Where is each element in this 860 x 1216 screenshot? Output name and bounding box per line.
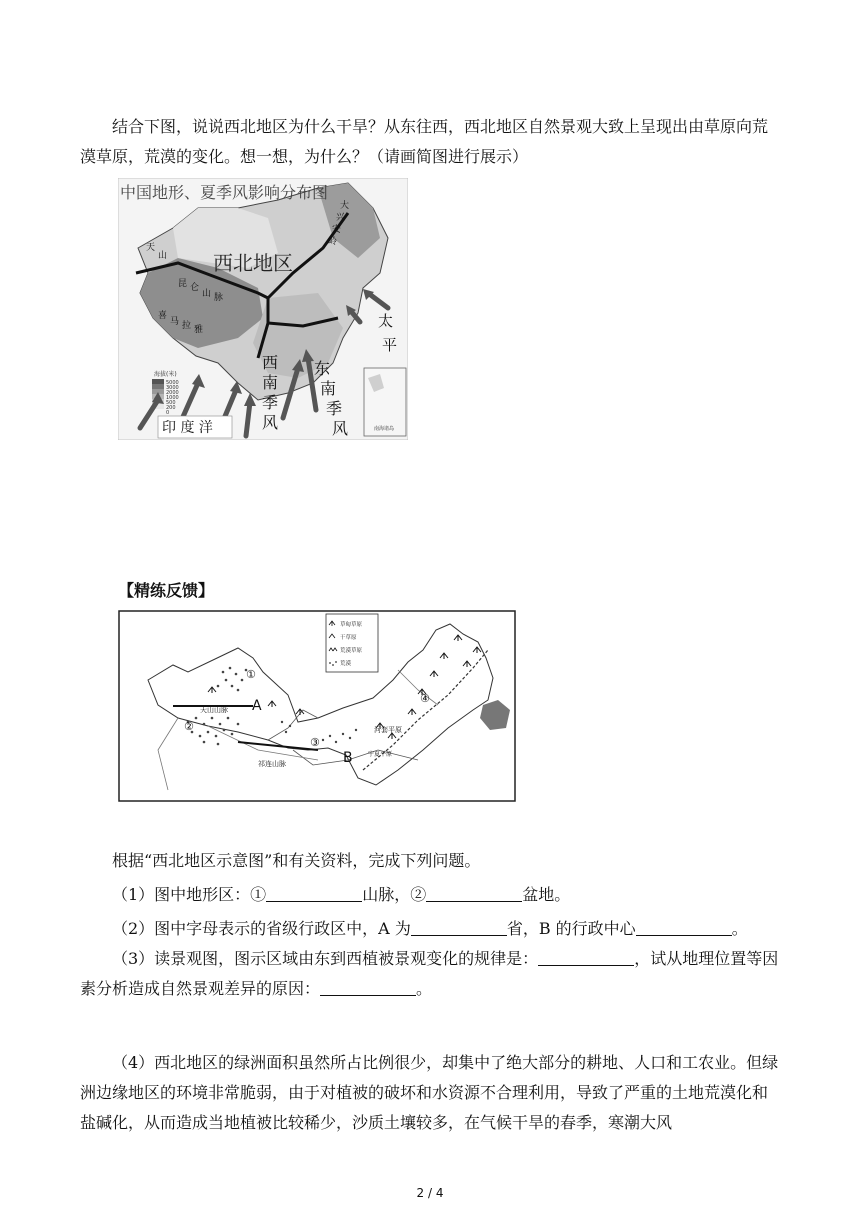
se-monsoon-label: 季	[326, 399, 343, 418]
map1-mountain-label: 雅	[194, 325, 204, 335]
circle-3-label: ③	[310, 736, 320, 749]
legend-value: 200	[166, 405, 176, 411]
sw-monsoon-label: 季	[262, 393, 279, 412]
map1-mountain-label: 仑	[190, 283, 200, 293]
circle-2-label: ②	[184, 720, 194, 733]
circle-1-label: ①	[246, 668, 256, 681]
legend-item: 草甸草原	[340, 622, 363, 628]
legend-item: 干草原	[340, 635, 357, 641]
q2-text-c: 。	[731, 919, 748, 938]
legend-value: 1000	[166, 395, 179, 401]
intro-paragraph: 结合下图，说说西北地区为什么干旱？从东往西，西北地区自然景观大致上呈现出由草原向荒漠草原，荒漠的变化。想一想，为什么？（请画简图进行展示）	[80, 117, 769, 166]
sw-monsoon-label: 南	[262, 373, 279, 392]
map1-mountain-label: 喜	[158, 311, 168, 321]
section-heading: 【精练反馈】	[118, 581, 215, 600]
map1-title: 中国地形、夏季风影响分布图	[120, 183, 329, 202]
q2-text-b: 省，B 的行政中心	[506, 919, 636, 938]
map1-mountain-label: 安	[332, 225, 342, 235]
northwest-vegetation-map	[118, 610, 516, 802]
question-2	[80, 914, 780, 944]
map1-mountain-label: 大	[340, 201, 350, 211]
question-1	[80, 880, 780, 910]
map1-mountain-label: 兴	[336, 213, 346, 223]
question-4: （4）西北地区的绿洲面积虽然所占比例很少，却集中了绝大部分的耕地、人口和工农业。但绿洲边缘地区的环境非常脆弱，由于对植被的破坏和水资源不合理利用，导致了严重的土地荒漠化和盐碱化，从而造成当地植被比较稀少，沙质土壤较多，在气候干旱的春季，寒潮大风	[80, 1053, 779, 1132]
se-monsoon-label: 东	[314, 359, 331, 378]
q1-text-b: 山脉，②	[362, 885, 427, 904]
legend-value: 0	[166, 410, 170, 416]
page-number: 2 / 4	[416, 1186, 444, 1200]
china-monsoon-map	[118, 178, 408, 440]
legend-title: 海拔(米)	[154, 371, 177, 378]
legend-value: 3000	[166, 385, 179, 391]
q3-text-b: ，试从地理位置等因素分析造成自然景观差异的原因：	[80, 949, 779, 998]
q2-blank-2[interactable]	[636, 917, 732, 936]
circle-4-label: ④	[420, 692, 430, 705]
q2-text-a: （2）图中字母表示的省级行政区中，A 为	[112, 919, 411, 938]
indian-ocean-label: 印 度 洋	[162, 420, 213, 436]
qilian-label: 祁连山脉	[258, 760, 286, 768]
q3-text-c: 。	[416, 979, 433, 998]
sw-monsoon-label: 西	[262, 353, 279, 372]
q1-blank-1[interactable]	[266, 883, 362, 902]
legend-value: 2000	[166, 390, 179, 396]
tianshan-label: 天山山脉	[200, 706, 228, 714]
map1-mountain-label: 拉	[182, 321, 192, 331]
map1-region-label: 西北地区	[213, 251, 293, 275]
ningxia-label: 宁夏平原	[368, 751, 393, 758]
sw-monsoon-label: 风	[262, 413, 279, 432]
map1-mountain-label: 山	[158, 251, 168, 261]
pacific-label: 太	[378, 312, 394, 330]
se-monsoon-label: 风	[332, 419, 349, 438]
q1-text-c: 盆地。	[522, 885, 571, 904]
scs-label: 南海诸岛	[374, 426, 395, 432]
map1-mountain-label: 昆	[178, 279, 188, 289]
q2-blank-1[interactable]	[411, 917, 507, 936]
q1-blank-2[interactable]	[426, 883, 522, 902]
map1-mountain-label: 山	[202, 289, 212, 299]
pacific-label: 平	[382, 336, 398, 354]
question-3	[80, 944, 780, 1004]
map1-mountain-label: 天	[146, 243, 156, 253]
q3-blank-2[interactable]	[320, 977, 416, 996]
hetao-label: 河套平原	[374, 726, 402, 734]
q3-blank-1[interactable]	[538, 947, 634, 966]
q3-text-a: （3）读景观图，图示区域由东到西植被景观变化的规律是：	[112, 949, 539, 968]
legend-item: 荒漠	[340, 661, 352, 667]
legend-value: 500	[166, 400, 176, 406]
question-intro: 根据“西北地区示意图”和有关资料，完成下列问题。	[112, 851, 481, 870]
letter-b-label: B	[343, 750, 353, 766]
se-monsoon-label: 南	[320, 379, 337, 398]
legend-value: 5000	[166, 380, 179, 386]
q1-text-a: （1）图中地形区：①	[112, 885, 267, 904]
map1-mountain-label: 马	[170, 317, 180, 327]
map1-mountain-label: 脉	[214, 293, 224, 303]
map1-mountain-label: 岭	[328, 237, 338, 247]
letter-a-label: A	[252, 698, 262, 714]
legend-item: 荒漠草原	[340, 648, 363, 654]
